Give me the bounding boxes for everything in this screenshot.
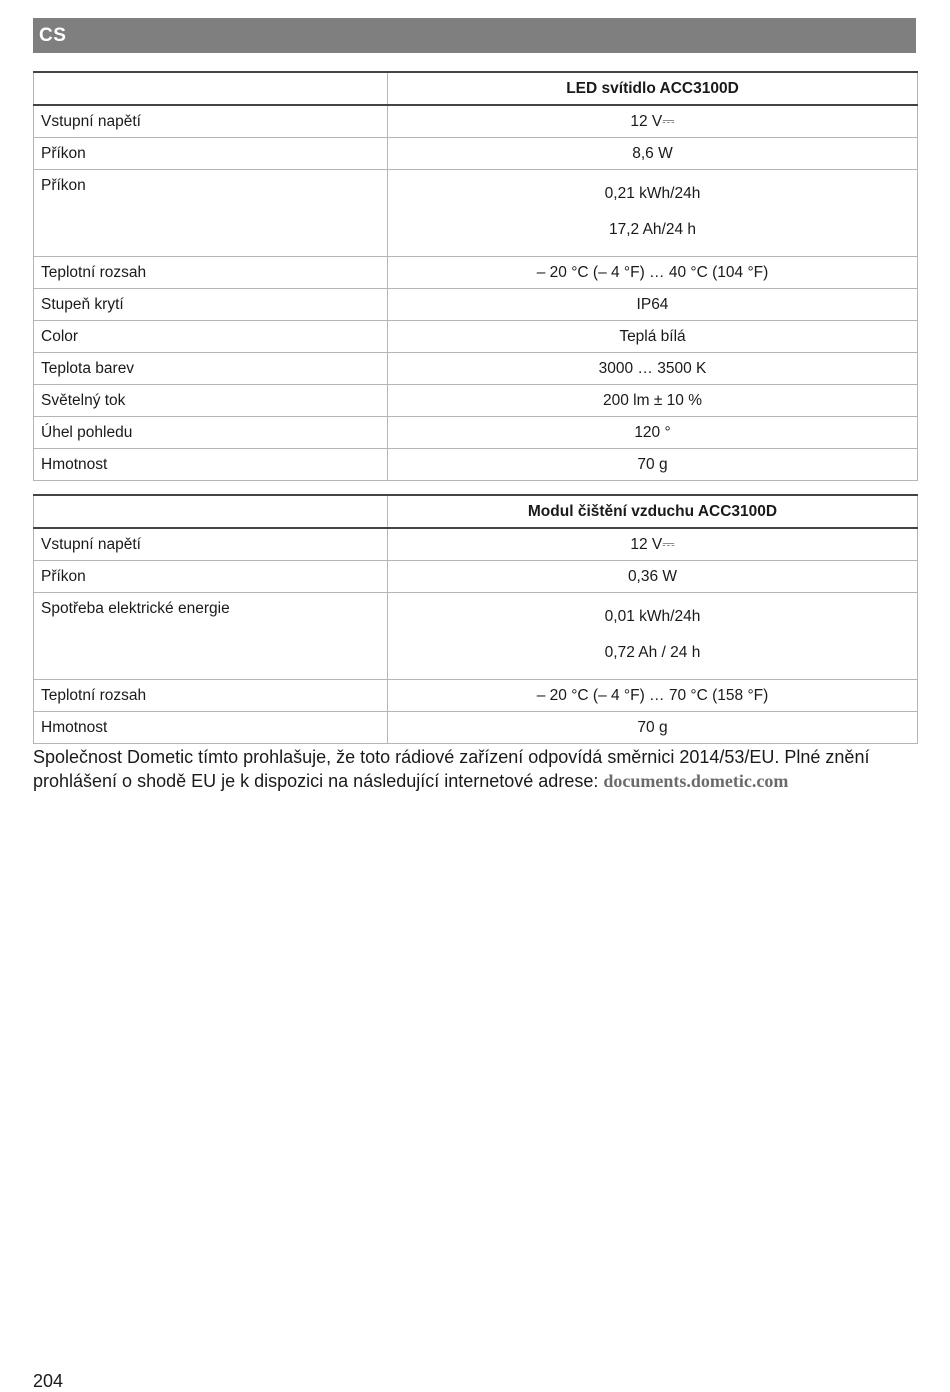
spec-value-line: 0,72 Ah / 24 h xyxy=(604,644,701,661)
spec-label: Příkon xyxy=(34,561,388,593)
header-empty-cell xyxy=(34,495,388,528)
air-purifier-spec-table xyxy=(33,494,918,744)
spec-label: Teplotní rozsah xyxy=(34,257,388,289)
spec-label: Vstupní napětí xyxy=(34,528,388,561)
table-header-row xyxy=(34,495,918,528)
spec-label: Stupeň krytí xyxy=(34,289,388,321)
spec-label: Hmotnost xyxy=(34,449,388,481)
table-row xyxy=(34,257,918,289)
spec-value: 12 V⎓ xyxy=(388,105,918,138)
table-row xyxy=(34,321,918,353)
spec-label: Světelný tok xyxy=(34,385,388,417)
spec-label: Příkon xyxy=(34,138,388,170)
spec-value: 200 lm ± 10 % xyxy=(388,385,918,417)
spec-label: Teplotní rozsah xyxy=(34,680,388,712)
spec-label: Úhel pohledu xyxy=(34,417,388,449)
spec-value-line: 17,2 Ah/24 h xyxy=(608,221,697,238)
table-row xyxy=(34,417,918,449)
spec-value: 0,36 W xyxy=(388,561,918,593)
spec-value: 120 ° xyxy=(388,417,918,449)
header-empty-cell xyxy=(34,72,388,105)
spec-value xyxy=(388,170,918,257)
spec-value: IP64 xyxy=(388,289,918,321)
spec-value: – 20 °C (– 4 °F) … 70 °C (158 °F) xyxy=(388,680,918,712)
documents-link[interactable]: documents.dometic.com xyxy=(603,771,789,791)
spec-label: Vstupní napětí xyxy=(34,105,388,138)
led-spec-table xyxy=(33,71,918,481)
declaration-body: Společnost Dometic tímto prohlašuje, že toto rádiové zařízení odpovídá směrnici 2014/53/EU. Plné znění prohlášení o shodě EU je k dispozici na následující internetové adrese: xyxy=(33,747,870,791)
table-row xyxy=(34,593,918,680)
table-row xyxy=(34,561,918,593)
table-row xyxy=(34,449,918,481)
spec-value: 70 g xyxy=(388,449,918,481)
spec-value-line: 0,01 kWh/24h xyxy=(604,608,701,625)
spec-value: 70 g xyxy=(388,712,918,744)
spec-value: 8,6 W xyxy=(388,138,918,170)
spec-label: Spotřeba elektrické energie xyxy=(34,593,388,680)
declaration-text xyxy=(33,745,917,793)
spec-value: 12 V⎓ xyxy=(388,528,918,561)
spec-value: 3000 … 3500 K xyxy=(388,353,918,385)
table-row xyxy=(34,712,918,744)
spec-value: – 20 °C (– 4 °F) … 40 °C (104 °F) xyxy=(388,257,918,289)
table-row xyxy=(34,528,918,561)
page-number: 204 xyxy=(33,1371,64,1391)
language-tab: CS xyxy=(33,18,916,53)
spec-label: Teplota barev xyxy=(34,353,388,385)
table-header-row xyxy=(34,72,918,105)
spec-value: Teplá bílá xyxy=(388,321,918,353)
spec-label: Color xyxy=(34,321,388,353)
table-row xyxy=(34,385,918,417)
table-row xyxy=(34,289,918,321)
table-row xyxy=(34,353,918,385)
table-row xyxy=(34,680,918,712)
table-row xyxy=(34,105,918,138)
spec-label: Příkon xyxy=(34,170,388,257)
table-row xyxy=(34,170,918,257)
table-title: LED svítidlo ACC3100D xyxy=(388,72,918,105)
spec-value xyxy=(388,593,918,680)
spec-value-line: 0,21 kWh/24h xyxy=(604,185,701,202)
table-row xyxy=(34,138,918,170)
table-title: Modul čištění vzduchu ACC3100D xyxy=(388,495,918,528)
spec-label: Hmotnost xyxy=(34,712,388,744)
